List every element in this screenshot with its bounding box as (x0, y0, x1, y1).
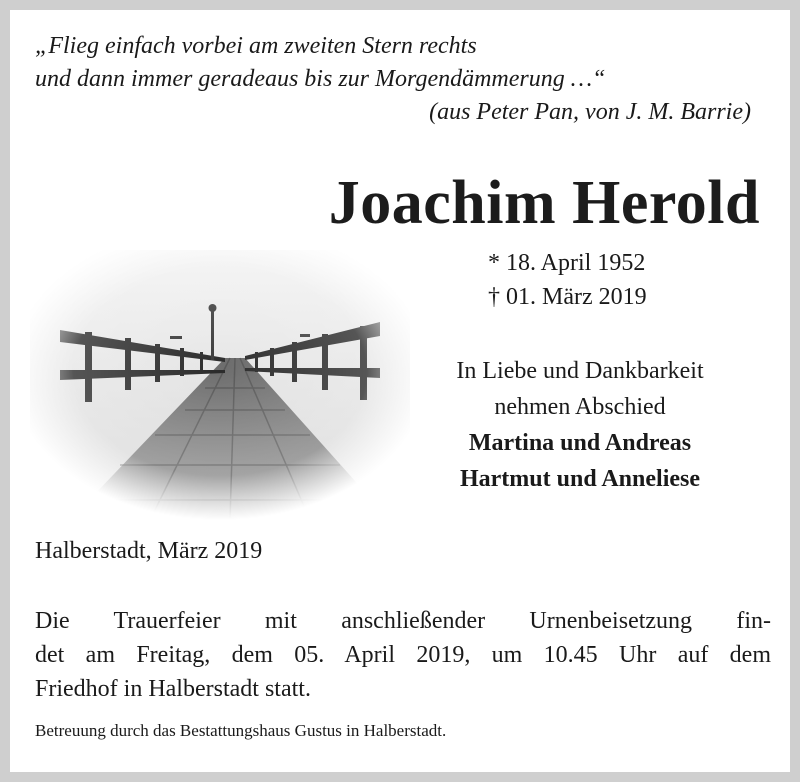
life-dates (488, 246, 647, 314)
quote-block (35, 30, 775, 129)
quote-line-2: und dann immer geradeaus bis zur Morgendämmerung …“ (35, 66, 606, 92)
funeral-notice-line-1: Die Trauerfeier mit anschließender Urnenbeisetzung fin- (35, 608, 771, 634)
pier-photo (30, 250, 410, 520)
mourners-line-1: In Liebe und Dankbarkeit (456, 358, 704, 384)
funeral-notice-line-2: det am Freitag, dem 05. April 2019, um 10.45 Uhr auf dem (35, 642, 771, 668)
death-date: † 01. März 2019 (488, 284, 647, 310)
mourners-block (420, 353, 740, 497)
quote-line-1: „Flieg einfach vorbei am zweiten Stern rechts (35, 33, 477, 59)
funeral-notice-line-3: Friedhof in Halberstadt statt. (35, 676, 311, 702)
obituary-card (10, 10, 790, 772)
birth-date: * 18. April 1952 (488, 250, 646, 276)
mourners-line-2: nehmen Abschied (494, 394, 666, 420)
place-date: Halberstadt, März 2019 (35, 538, 263, 564)
funeral-notice (35, 604, 771, 706)
quote-source: (aus Peter Pan, von J. M. Barrie) (429, 99, 751, 125)
mourners-names-1: Martina und Andreas (468, 430, 692, 456)
mourners-names-2: Hartmut und Anneliese (459, 466, 701, 492)
deceased-name: Joachim Herold (328, 169, 760, 237)
funeral-home-note: Betreuung durch das Bestattungshaus Gustus in Halberstadt. (35, 721, 447, 740)
